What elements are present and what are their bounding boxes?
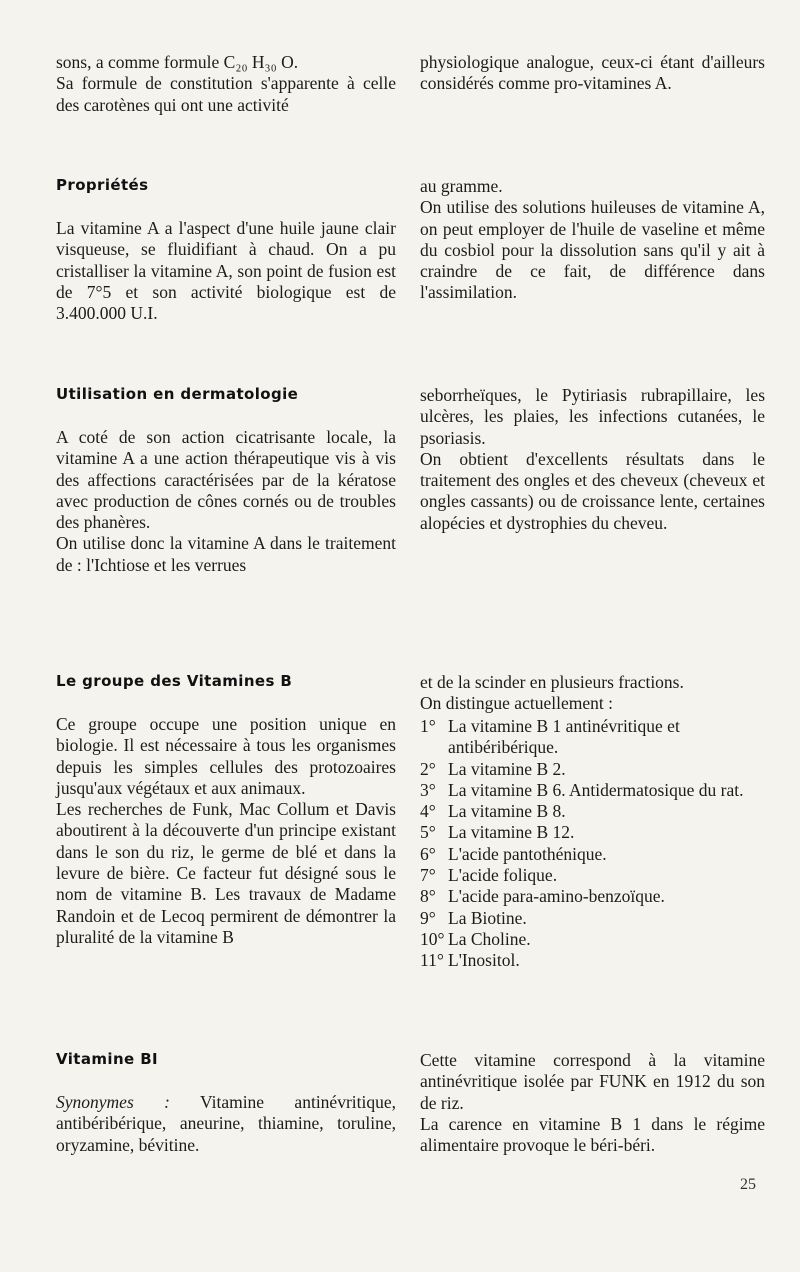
list-item [420,844,765,865]
list-item [420,908,765,929]
dermatologie-paragraph [56,427,396,576]
list-item [420,780,765,801]
right-text-2a: au gramme. [420,176,503,196]
list-item [420,929,765,950]
vitamine-b1-synonyms [56,1092,396,1156]
right-text-3b: On obtient d'excellents résultats dans le traitement des ongles et des cheveux (cheveux et ongles cassants) ou de croissance lente, certaines alopécies et dystrophies du cheveu. [420,448,765,533]
groupe-b-text-1: Ce groupe occupe une position unique en biologie. Il est nécessaire à tous les organismes depuis les simples cellules des protozoaires jusqu'aux végétaux et aux animaux. [56,714,396,798]
list-item-text: La vitamine B 1 antinévritique et antibéribérique. [448,716,680,758]
groupe-b-text-2: Les recherches de Funk, Mac Collum et Davis aboutirent à la découverte d'un principe existant dans le son du riz, le germe de blé et dans la levure de bière. Ce facteur fut désigné sous le nom de vitamine B. Les travaux de Madame Randoin et de Lecoq permirent de démontrer la pluralité de la vitamine B [56,799,396,947]
intro-text [56,52,396,116]
list-item-text: La Biotine. [448,907,527,928]
page-number: 25 [740,1176,756,1193]
list-item-number: 9° [420,907,436,928]
right-paragraph-1 [420,52,765,95]
list-item [420,865,765,886]
list-item-text: L'acide folique. [448,865,558,886]
list-item-number: 1° [420,716,436,736]
vitamin-b-list [420,716,765,972]
right-paragraph-3 [420,385,765,534]
list-item-number: 5° [420,822,436,843]
list-item-text: La vitamine B 2. [448,758,566,779]
list-item-text: L'acide pantothénique. [448,843,607,864]
dermatologie-text-2: On utilise donc la vitamine A dans le traitement de : l'Ichtiose et les verrues [56,533,396,575]
intro-line-1: sons, a comme formule C₂₀ H₃₀ O. [56,52,299,72]
section-heading-proprietes: Propriétés [56,176,149,194]
list-item-number: 7° [420,865,436,886]
list-item-text: La vitamine B 12. [448,822,575,843]
section-heading-dermatologie: Utilisation en dermatologie [56,385,299,403]
right-text-4b: On distingue actuellement : [420,693,613,714]
right-paragraph-5 [420,1050,765,1156]
list-item-text: La Choline. [448,928,531,949]
section-heading-vitamine-b1: Vitamine BI [56,1050,159,1068]
list-item-number: 6° [420,843,436,864]
right-text-5a: Cette vitamine correspond à la vitamine antinévritique isolée par FUNK en 1912 du son de riz. [420,1050,765,1113]
list-item-text: La vitamine B 8. [448,801,566,822]
list-item [420,950,765,971]
proprietes-paragraph [56,218,396,324]
list-item-text: La vitamine B 6. Antidermatosique du rat. [448,779,744,800]
right-text-2b: On utilise des solutions huileuses de vitamine A, on peut employer de l'huile de vaseline et même du cosbiol pour la dissolution sans qu'il y ait à craindre de ce fait, de différence dans l'assimilation. [420,197,765,303]
synonyms-text: Vitamine antinévritique, antibéribérique, aneurine, thiamine, toruline, oryzamine, bévitine. [56,1092,397,1155]
list-item-number: 3° [420,779,436,800]
intro-line-2: Sa formule de constitution s'apparente à celle des carotènes qui ont une activité [56,73,396,115]
vitamine-b1-paragraph [56,1092,396,1156]
list-item [420,716,765,759]
proprietes-text: La vitamine A a l'aspect d'une huile jaune clair visqueuse, se fluidifiant à chaud. On a pu cristalliser la vitamine A, son point de fusion est de 7°5 et son activité biologique est de 3.400.000 U.I. [56,218,396,324]
dermatologie-text-1: A coté de son action cicatrisante locale, la vitamine A a une action thérapeutique vis à vis des affections caractérisées par de la kératose avec production de cônes cornés ou de troubles des phanères. [56,427,396,533]
list-item-number: 4° [420,801,436,822]
section-heading-groupe-b: Le groupe des Vitamines B [56,672,293,690]
list-item [420,822,765,843]
list-item-text: L'acide para-amino-benzoïque. [448,886,665,907]
list-item-number: 2° [420,758,436,779]
list-item [420,886,765,907]
right-text-3a: seborrheïques, le Pytiriasis rubrapillaire, les ulcères, les plaies, les infections cutanées, le psoriasis. [420,385,765,448]
list-item [420,759,765,780]
synonyms-label: Synonymes : [56,1092,170,1112]
list-item-text: L'Inositol. [448,950,520,971]
right-text-5b: La carence en vitamine B 1 dans le régime alimentaire provoque le béri-béri. [420,1113,765,1156]
right-text-4a: et de la scinder en plusieurs fractions. [420,672,684,692]
right-text-1: physiologique analogue, ceux-ci étant d'ailleurs considérés comme pro-vitamines A. [420,52,765,94]
right-paragraph-4 [420,672,765,715]
list-item-number: 8° [420,886,436,907]
groupe-b-paragraph [56,714,396,948]
list-item [420,801,765,822]
right-paragraph-2 [420,176,765,304]
list-item-number: 10° [420,928,445,949]
list-item-number: 11° [420,950,444,971]
